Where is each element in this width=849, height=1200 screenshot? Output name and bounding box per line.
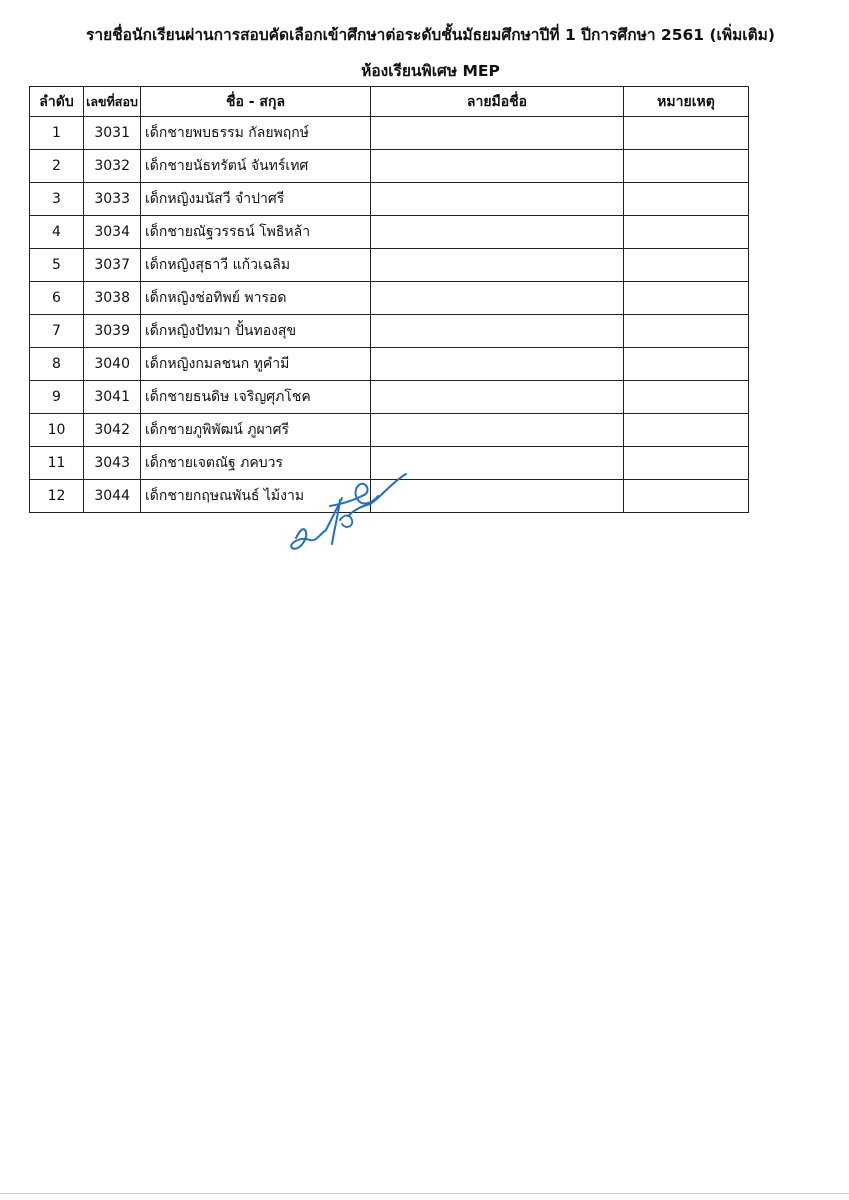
table-row — [30, 414, 749, 447]
table-row — [30, 183, 749, 216]
cell-order: 9 — [30, 381, 84, 414]
table-row — [30, 117, 749, 150]
cell-order: 3 — [30, 183, 84, 216]
cell-order: 4 — [30, 216, 84, 249]
table-row — [30, 315, 749, 348]
cell-exam-no: 3032 — [84, 150, 141, 183]
table-row — [30, 381, 749, 414]
cell-exam-no: 3038 — [84, 282, 141, 315]
cell-name: เด็กหญิงปัทมา ปั้นทองสุข — [141, 315, 371, 348]
cell-signature — [371, 282, 624, 315]
cell-signature — [371, 315, 624, 348]
cell-remark — [624, 216, 749, 249]
cell-exam-no: 3041 — [84, 381, 141, 414]
cell-name: เด็กชายณัฐวรรธน์ โพธิหล้า — [141, 216, 371, 249]
cell-remark — [624, 282, 749, 315]
cell-remark — [624, 348, 749, 381]
cell-exam-no: 3033 — [84, 183, 141, 216]
cell-signature — [371, 183, 624, 216]
cell-remark — [624, 381, 749, 414]
document-subtitle: ห้องเรียนพิเศษ MEP — [361, 62, 500, 80]
cell-exam-no: 3040 — [84, 348, 141, 381]
header-exam-no: เลขที่สอบ — [84, 87, 141, 117]
header-order: ลำดับ — [30, 87, 84, 117]
cell-order: 12 — [30, 480, 84, 513]
handwritten-signature — [282, 460, 412, 570]
cell-signature — [371, 414, 624, 447]
table-row — [30, 348, 749, 381]
cell-order: 5 — [30, 249, 84, 282]
cell-order: 7 — [30, 315, 84, 348]
cell-exam-no: 3034 — [84, 216, 141, 249]
cell-signature — [371, 249, 624, 282]
cell-exam-no: 3044 — [84, 480, 141, 513]
header-name: ชื่อ - สกุล — [141, 87, 371, 117]
table-row — [30, 150, 749, 183]
document-title: รายชื่อนักเรียนผ่านการสอบคัดเลือกเข้าศึกษาต่อระดับชั้นมัธยมศึกษาปีที่ 1 ปีการศึกษา 2561 (เพิ่มเติม) — [86, 26, 775, 44]
cell-remark — [624, 117, 749, 150]
table-row — [30, 249, 749, 282]
cell-name: เด็กหญิงมนัสวี จำปาศรี — [141, 183, 371, 216]
cell-signature — [371, 216, 624, 249]
header-remark: หมายเหตุ — [624, 87, 749, 117]
header-signature: ลายมือชื่อ — [371, 87, 624, 117]
cell-remark — [624, 414, 749, 447]
cell-remark — [624, 315, 749, 348]
cell-remark — [624, 447, 749, 480]
scan-edge-line — [0, 1193, 849, 1194]
table-header-row — [30, 87, 749, 117]
cell-order: 6 — [30, 282, 84, 315]
cell-name: เด็กชายเจตณัฐ ภคบวร — [141, 447, 371, 480]
table-row — [30, 282, 749, 315]
cell-name: เด็กชายพบธรรม กัลยพฤกษ์ — [141, 117, 371, 150]
cell-remark — [624, 150, 749, 183]
cell-signature — [371, 381, 624, 414]
cell-order: 1 — [30, 117, 84, 150]
table-body — [30, 117, 749, 513]
cell-exam-no: 3043 — [84, 447, 141, 480]
cell-remark — [624, 183, 749, 216]
cell-signature — [371, 117, 624, 150]
cell-exam-no: 3039 — [84, 315, 141, 348]
cell-signature — [371, 150, 624, 183]
cell-order: 2 — [30, 150, 84, 183]
cell-name: เด็กชายกฤษณพันธ์ ไม้งาม — [141, 480, 371, 513]
cell-order: 11 — [30, 447, 84, 480]
table-row — [30, 216, 749, 249]
cell-name: เด็กชายธนดิษ เจริญศุภโชค — [141, 381, 371, 414]
cell-remark — [624, 249, 749, 282]
cell-name: เด็กหญิงช่อทิพย์ พารอด — [141, 282, 371, 315]
cell-exam-no: 3037 — [84, 249, 141, 282]
cell-exam-no: 3031 — [84, 117, 141, 150]
cell-signature — [371, 348, 624, 381]
cell-name: เด็กชายภูพิพัฒน์ ภูผาศรี — [141, 414, 371, 447]
student-roster-table — [29, 86, 749, 513]
cell-name: เด็กหญิงสุธาวี แก้วเฉลิม — [141, 249, 371, 282]
cell-exam-no: 3042 — [84, 414, 141, 447]
cell-name: เด็กหญิงกมลชนก ทูคำมี — [141, 348, 371, 381]
cell-name: เด็กชายนัธทรัตน์ จันทร์เทศ — [141, 150, 371, 183]
cell-order: 8 — [30, 348, 84, 381]
cell-remark — [624, 480, 749, 513]
cell-order: 10 — [30, 414, 84, 447]
